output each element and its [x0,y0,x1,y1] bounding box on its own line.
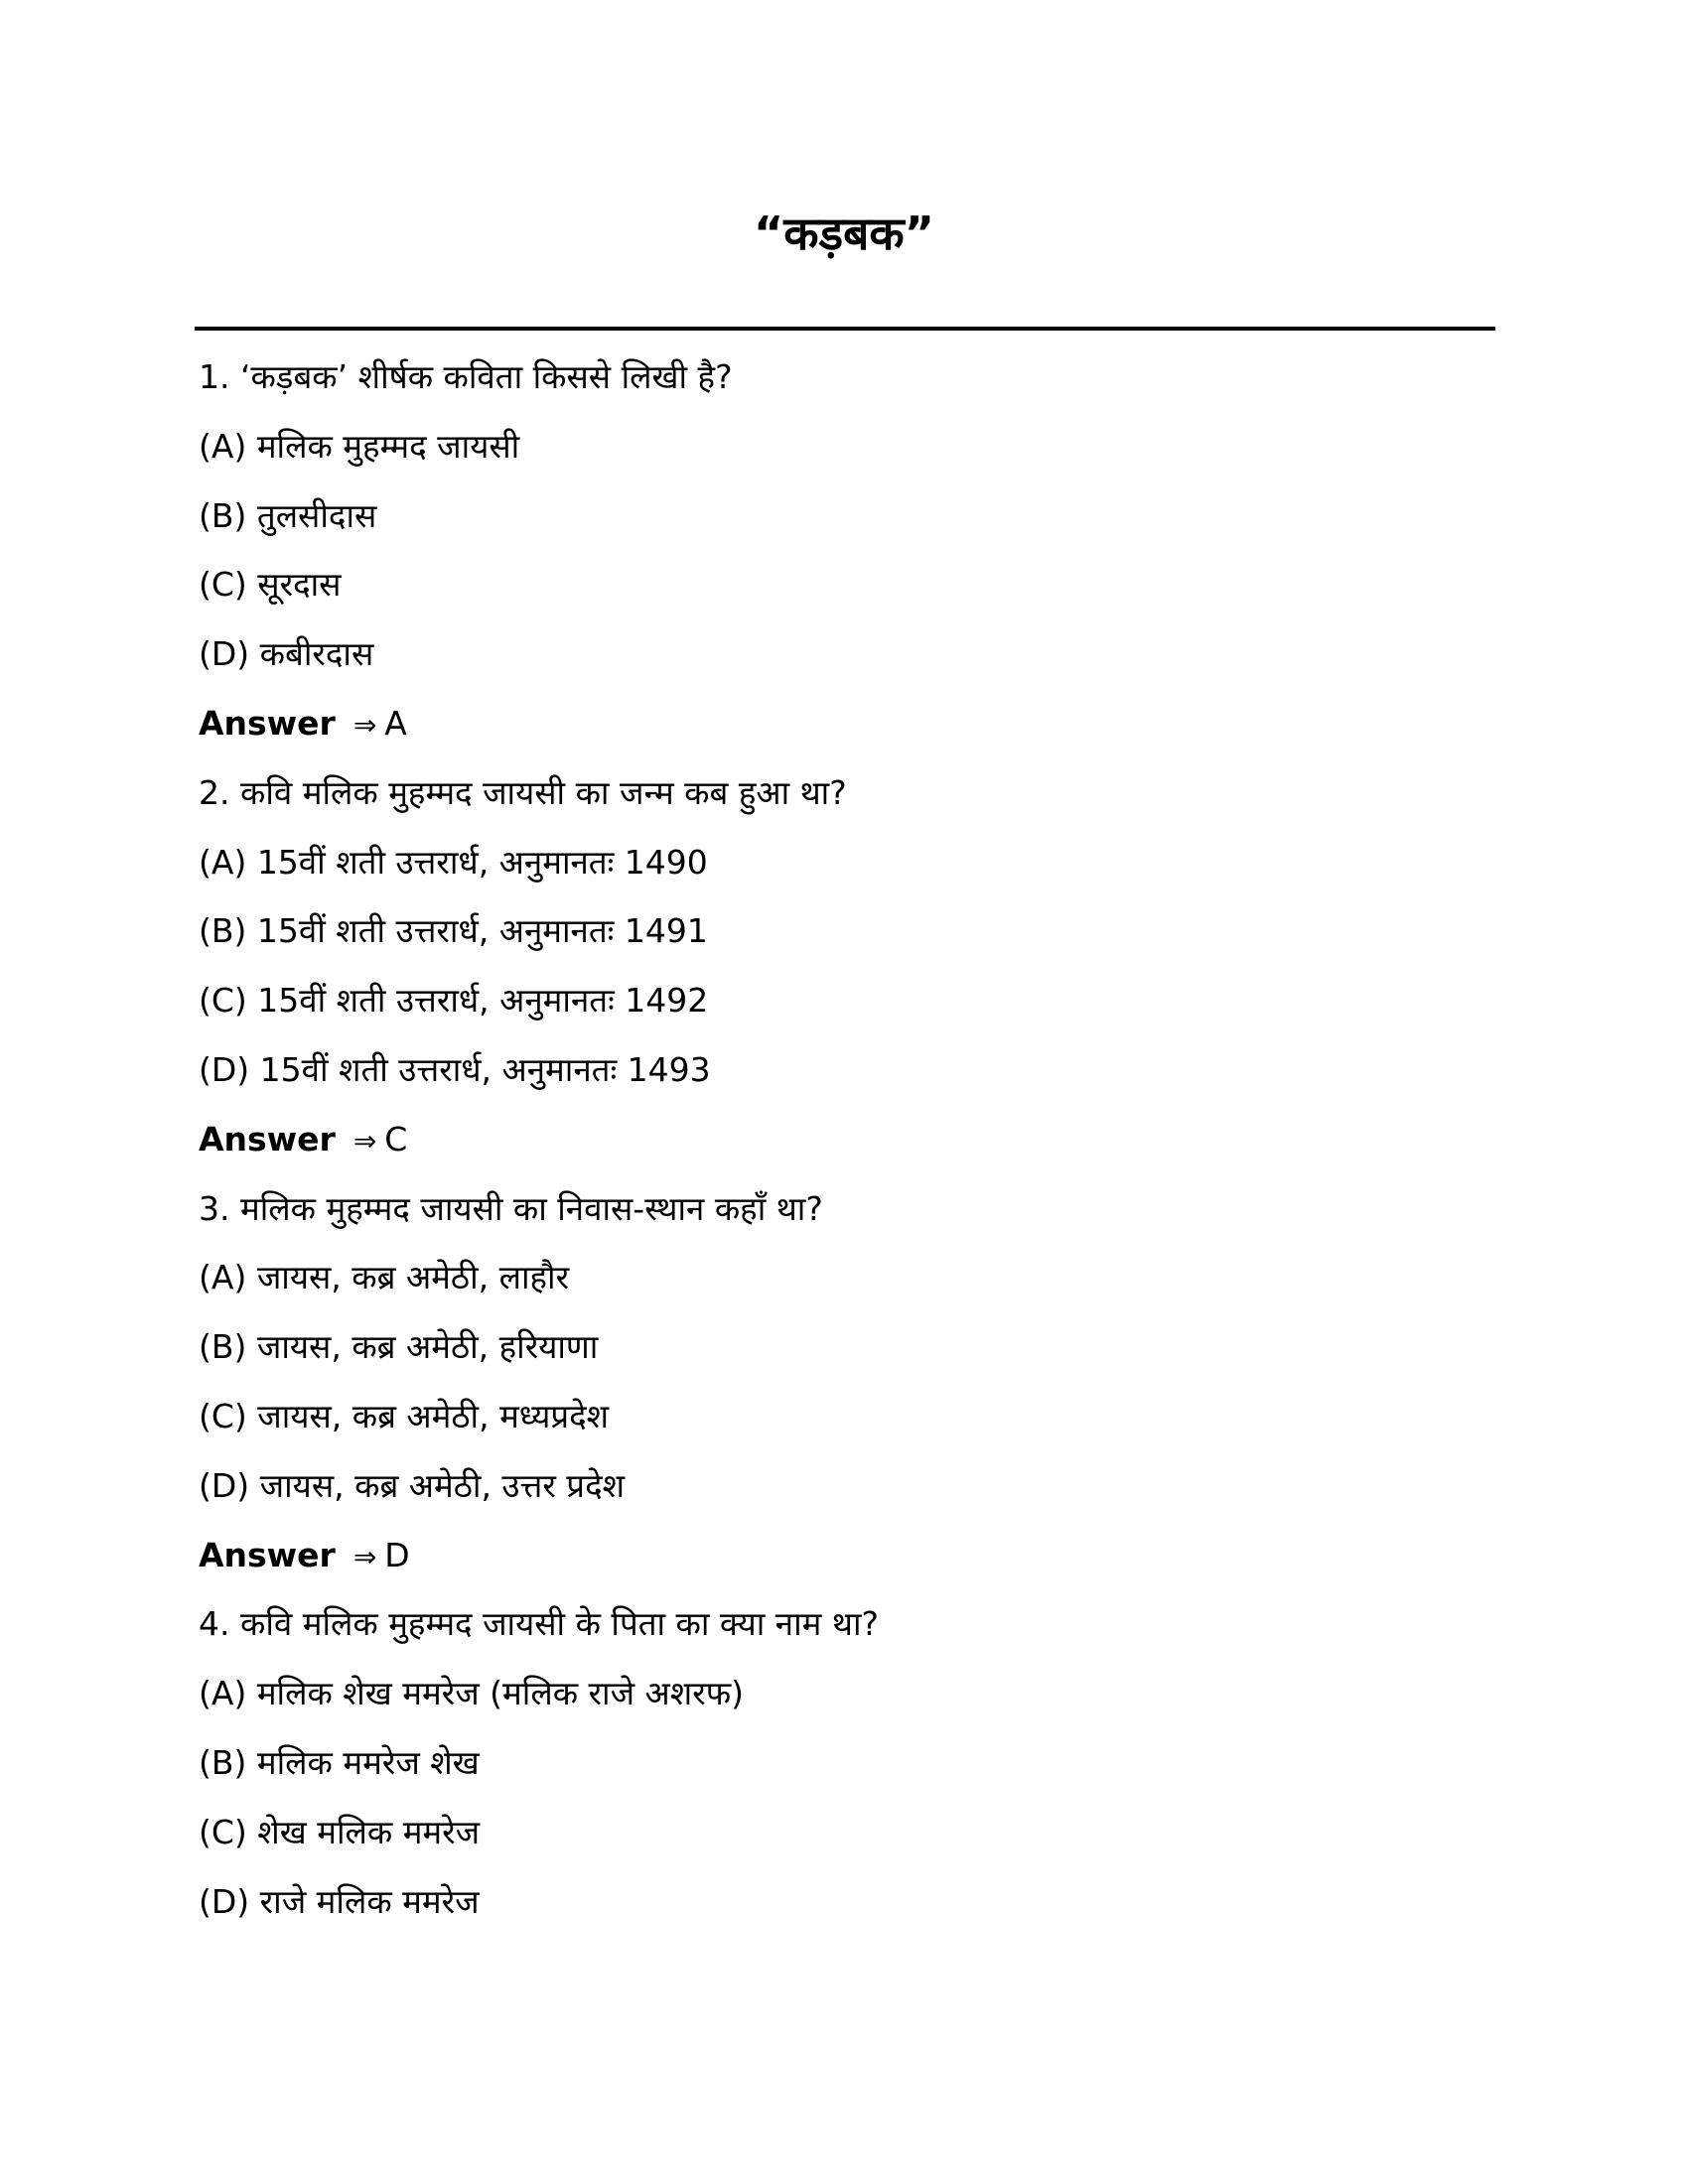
question-1-option-d: (D) कबीरदास [199,634,374,674]
question-1-option-b: (B) तुलसीदास [199,495,377,535]
answer-value: D [384,1535,410,1574]
question-4-option-d: (D) राजे मलिक ममरेज [199,1881,480,1921]
arrow-right-icon: ⇒ [352,1540,377,1573]
title-divider [195,327,1495,331]
question-3-answer [199,1528,1489,1597]
question-3-option-c: (C) जायस, कब्र अमेठी, मध्यप्रदेश [199,1396,610,1435]
question-1-option-c: (C) सूरदास [199,565,342,605]
question-2-option-c: (C) 15वीं शती उत्तरार्ध, अनुमानतः 1492 [199,981,709,1021]
question-4-option-b: (B) मलिक ममरेज शेख [199,1742,480,1782]
question-1-answer [199,696,1489,765]
question-2-text: 2. कवि मलिक मुहम्मद जायसी का जन्म कब हुआ था? [199,772,847,812]
answer-value: A [384,703,407,743]
question-2-answer [199,1112,1489,1181]
question-4-text: 4. कवि मलिक मुहम्मद जायसी के पिता का क्या नाम था? [199,1604,879,1644]
page-title: “कड़बक” [754,206,934,260]
question-2-option-d: (D) 15वीं शती उत्तरार्ध, अनुमानतः 1493 [199,1049,711,1089]
arrow-right-icon: ⇒ [352,1124,377,1158]
question-4-option-c: (C) शेख मलिक ममरेज [199,1812,481,1851]
question-2-option-a: (A) 15वीं शती उत्तरार्ध, अनुमानतः 1490 [199,842,708,882]
answer-label: Answer [199,1535,336,1574]
question-list [199,349,1489,1943]
question-1-option-a: (A) मलिक मुहम्मद जायसी [199,426,520,466]
arrow-right-icon: ⇒ [352,708,377,742]
question-3-option-d: (D) जायस, कब्र अमेठी, उत्तर प्रदेश [199,1465,626,1505]
question-3-option-b: (B) जायस, कब्र अमेठी, हरियाणा [199,1327,599,1367]
question-4-option-a: (A) मलिक शेख ममरेज (मलिक राजे अशरफ) [199,1674,745,1713]
answer-label: Answer [199,1119,336,1159]
question-3-option-a: (A) जायस, कब्र अमेठी, लाहौर [199,1258,570,1297]
question-2-option-b: (B) 15वीं शती उत्तरार्ध, अनुमानतः 1491 [199,911,708,951]
answer-label: Answer [199,703,336,743]
question-1-text: 1. ‘कड़बक’ शीर्षक कविता किससे लिखी है? [199,357,733,396]
answer-value: C [384,1119,408,1159]
question-3-text: 3. मलिक मुहम्मद जायसी का निवास-स्थान कहाँ था? [199,1188,823,1228]
